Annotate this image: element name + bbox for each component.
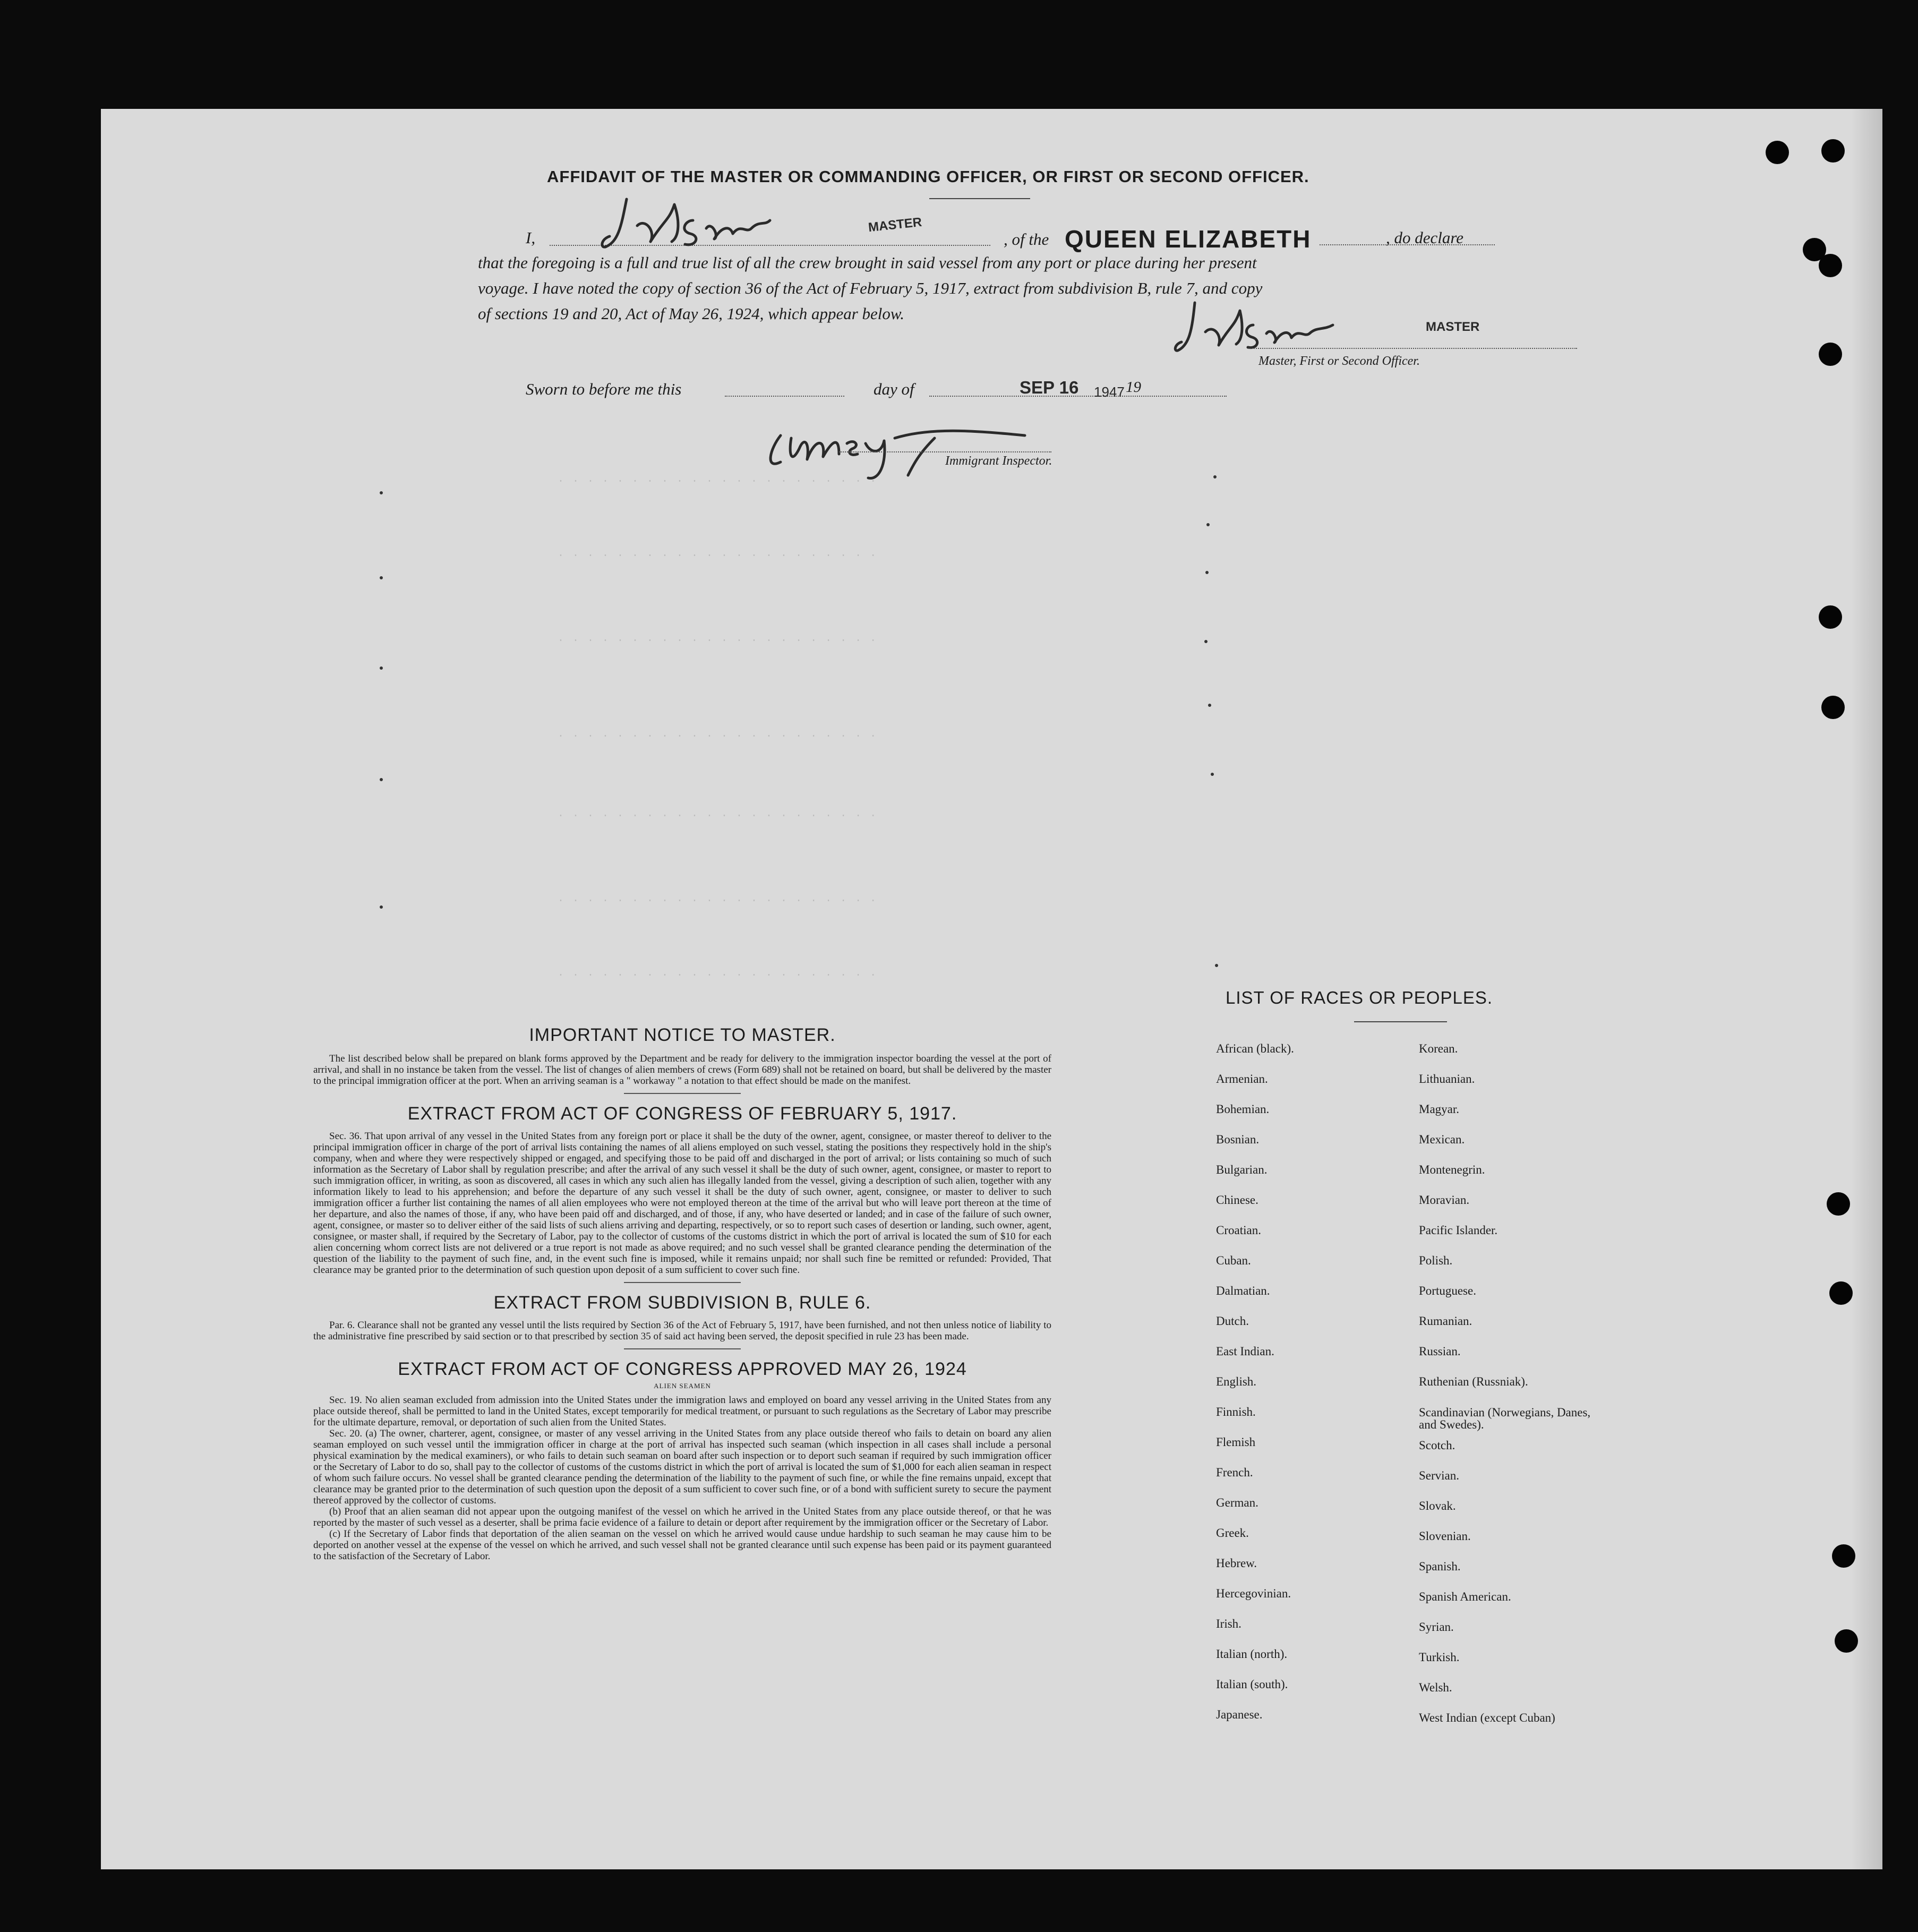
master-stamp-2: MASTER xyxy=(1426,320,1480,334)
race-item: Turkish. xyxy=(1419,1651,1460,1664)
binder-hole xyxy=(1832,1544,1855,1568)
master-signature-2 xyxy=(1174,297,1349,356)
race-item: Dutch. xyxy=(1216,1314,1249,1328)
race-item: Polish. xyxy=(1419,1254,1453,1267)
extract-1924-sec19: Sec. 19. No alien seaman excluded from admission into the United States under the immigration laws and employed on board any vessel arriving in the United States from any place outside thereof, shall be permitted to land in the United States, except temporarily for medical treatment, or pursuant to such regulations as the Secretary of Labor may prescribe for the ultimate departure, removal, or deportation of such alien from the United States. xyxy=(313,1395,1051,1428)
race-item: Welsh. xyxy=(1419,1681,1452,1694)
notice-title: IMPORTANT NOTICE TO MASTER. xyxy=(529,1025,836,1045)
affidavit-line-2: that the foregoing is a full and true list of all the crew brought in said vessel from any port or place during her present xyxy=(478,253,1257,272)
master-stamp-1: MASTER xyxy=(867,215,923,235)
race-item: Italian (south). xyxy=(1216,1678,1288,1691)
printed-year-prefix: 19 xyxy=(1126,379,1141,396)
rule-6-body: Par. 6. Clearance shall not be granted any vessel until the lists required by Section 36 of the Act of February 5, 1917, have been furnished, and not then unless notice of liability to the administrative fine prescribed by said section or to that prescribed by section 35 of said act having been served, the deposit specified in rule 23 has been made. xyxy=(313,1320,1051,1342)
day-of-label: day of xyxy=(874,380,914,398)
race-item: Italian (north). xyxy=(1216,1647,1288,1661)
races-divider xyxy=(1354,1021,1447,1022)
race-item: Bulgarian. xyxy=(1216,1163,1268,1176)
race-item: Magyar. xyxy=(1419,1102,1460,1116)
race-item: East Indian. xyxy=(1216,1345,1274,1358)
race-item: Pacific Islander. xyxy=(1419,1224,1498,1237)
inspector-caption: Immigrant Inspector. xyxy=(945,454,1052,468)
binder-hole xyxy=(1766,141,1789,164)
race-item: French. xyxy=(1216,1466,1253,1479)
date-stamp-day: SEP 16 xyxy=(1020,378,1079,397)
extract-1924-subtitle: ALIEN SEAMEN xyxy=(654,1382,711,1390)
race-item: Bosnian. xyxy=(1216,1133,1260,1146)
extract-1917-title: EXTRACT FROM ACT OF CONGRESS OF FEBRUARY 5, 1917. xyxy=(407,1104,957,1124)
sworn-label: Sworn to before me this xyxy=(526,380,682,398)
race-item: Montenegrin. xyxy=(1419,1163,1485,1176)
race-item: Finnish. xyxy=(1216,1405,1256,1418)
race-item: Russian. xyxy=(1419,1345,1461,1358)
affidavit-i-label: I, xyxy=(526,228,536,247)
binder-hole xyxy=(1819,343,1842,366)
race-item: Croatian. xyxy=(1216,1224,1261,1237)
race-item: African (black). xyxy=(1216,1042,1294,1055)
affidavit-line-4: of sections 19 and 20, Act of May 26, 1924, which appear below. xyxy=(478,304,905,323)
race-item: Armenian. xyxy=(1216,1072,1268,1085)
race-item: Slovak. xyxy=(1419,1499,1456,1512)
affidavit-title: AFFIDAVIT OF THE MASTER OR COMMANDING OFFICER, OR FIRST OR SECOND OFFICER. xyxy=(547,167,1309,186)
extract-1917-body: Sec. 36. That upon arrival of any vessel in the United States from any foreign port or place it shall be the duty of the owner, agent, consignee, or master thereof to deliver to the principal immigration officer in charge of the port of arrival lists containing the names of all aliens employed on such vessel, stating the positions they respectively hold in the ship's company, when and where they were respectively shipped or engaged, and specifying those to be paid off and discharged in the port of arrival; or lists containing so much of such information as the Secretary of Labor shall by regulation prescribe; and after the arrival of any such vessel it shall be the duty of such owner, agent, consignee, or master to report to such immigration officer, in writing, as soon as discovered, all cases in which any such alien has illegally landed from the vessel, giving a description of such alien, together with any information likely to lead to his apprehension; and before the departure of any such vessel it shall be the duty of such owner, agent, consignee, or master to deliver to such immigration officer a further list containing the names of all alien employees who were not employed thereon at the time of the arrival but who will leave port thereon at the time of her departure, and also the names of those, if any, who have been paid off and discharged, and of those, if any, who have deserted or landed; and in case of the failure of such owner, agent, consignee, or master so to deliver either of the said lists of such aliens arriving and departing, respectively, or so to report such cases of desertion or landing, such owner, agent, consignee, or master shall, if required by the Secretary of Labor, pay to the collector of customs of the customs district in which the port of arrival is located the sum of $10 for each alien concerning whom correct lists are not delivered or a true report is not made as above required; and no such vessel shall be granted clearance pending the determination of the question of the liability to the payment of such fine, and, in the event such fine is imposed, while it remains unpaid; nor shall such fine be remitted or refunded: Provided, That clearance may be granted prior to the determination of such question upon deposit of a sum sufficient to cover such fine. xyxy=(313,1131,1051,1276)
date-stamp-year: 1947 xyxy=(1094,384,1125,400)
race-item: Lithuanian. xyxy=(1419,1072,1475,1085)
race-item: Mexican. xyxy=(1419,1133,1465,1146)
race-item: English. xyxy=(1216,1375,1257,1388)
race-item: Servian. xyxy=(1419,1469,1460,1482)
notice-body: The list described below shall be prepared on blank forms approved by the Department and be ready for delivery to the immigration inspector boarding the vessel at the port of arrival, and shall in no instance be taken from the vessel. The list of changes of alien members of crews (Form 689) shall not be retained on board, but shall be delivered by the master to the principal immigration officer at the port. When an arriving seaman is a " workaway " a notation to that effect should be made on the manifest. xyxy=(313,1053,1051,1087)
race-item: Greek. xyxy=(1216,1526,1249,1540)
race-item: Moravian. xyxy=(1419,1193,1470,1207)
race-item: Portuguese. xyxy=(1419,1284,1476,1297)
do-declare-label: , do declare xyxy=(1386,228,1464,247)
race-item: German. xyxy=(1216,1496,1258,1509)
of-the-label: , of the xyxy=(1004,230,1049,249)
ship-name: QUEEN ELIZABETH xyxy=(1065,225,1312,253)
binder-hole xyxy=(1819,605,1842,629)
race-item: West Indian (except Cuban) xyxy=(1419,1711,1555,1724)
binder-hole xyxy=(1827,1192,1850,1216)
inspector-signature xyxy=(759,406,1057,481)
race-item: Slovenian. xyxy=(1419,1529,1471,1543)
race-item: Spanish. xyxy=(1419,1560,1461,1573)
race-item: Hebrew. xyxy=(1216,1557,1257,1570)
extract-1924-sec20b: (b) Proof that an alien seaman did not appear upon the outgoing manifest of the vessel on which he arrived in the United States from any place outside thereof, or that he was reported by the master of such vessel as a deserter, shall be prima facie evidence of a failure to detain or deport after requirement by the immigration officer or the Secretary of Labor. xyxy=(313,1506,1051,1528)
affidavit-line-3: voyage. I have noted the copy of section 36 of the Act of February 5, 1917, extract from subdivision B, rule 7, and copy xyxy=(478,279,1263,297)
binder-hole xyxy=(1835,1629,1858,1653)
title-divider xyxy=(929,198,1030,199)
race-item: Cuban. xyxy=(1216,1254,1251,1267)
rule-6-title: EXTRACT FROM SUBDIVISION B, RULE 6. xyxy=(493,1293,871,1313)
races-right-column xyxy=(1419,1041,1610,1740)
races-title: LIST OF RACES OR PEOPLES. xyxy=(1226,988,1493,1007)
officer-caption: Master, First or Second Officer. xyxy=(1258,354,1420,368)
race-item: Irish. xyxy=(1216,1617,1241,1630)
race-item: Dalmatian. xyxy=(1216,1284,1270,1297)
race-item: Japanese. xyxy=(1216,1708,1263,1721)
race-item: Scotch. xyxy=(1419,1439,1455,1452)
master-signature-1 xyxy=(600,189,791,258)
race-item: Bohemian. xyxy=(1216,1102,1270,1116)
race-item: Spanish American. xyxy=(1419,1590,1511,1603)
binder-hole xyxy=(1829,1281,1853,1305)
race-item: Flemish xyxy=(1216,1435,1256,1449)
race-item: Rumanian. xyxy=(1419,1314,1472,1328)
race-item: Scandinavian (Norwegians, Danes, and Swedes). xyxy=(1419,1406,1591,1431)
race-item: Chinese. xyxy=(1216,1193,1258,1207)
extract-1924-sec20a: Sec. 20. (a) The owner, charterer, agent, consignee, or master of any vessel arriving in the United States from any place outside thereof who fails to detain on board any alien seaman employed on such vessel until the immigration officer in charge at the port of arrival has inspected such seaman (which inspection in all cases shall include a personal physical examination by the medical examiners), or who fails to detain such seaman on board after such inspection or to deport such seaman if required by such immigration officer or the Secretary of Labor to do so, shall pay to the collector of customs of the customs district in which the port of arrival is located the sum of $1,000 for each alien seaman in respect of whom such failure occurs. No vessel shall be granted clearance pending the determination of the liability to the payment of such fine, or while the fine remains unpaid, except that clearance may be granted prior to the determination of such question upon the deposit of a sum sufficient to cover such fine, or of a bond with sufficient surety to secure the payment thereof approved by the collector of customs. xyxy=(313,1428,1051,1506)
binder-hole xyxy=(1821,139,1845,163)
races-left-column xyxy=(1216,1041,1294,1737)
document-sheet: · · · · · · · · · · · · · · · · · · · · · · · · · · · · · · · · · · · · · · · · · · · · · · · · · · · · · · · · · · · · · · · · · · · · · · · · · · · · · · · · · · · · · · · · · · · · · · · · · · · · · · · · · · · · · · · · · · · · · · · · · · · · · · · · · · · · · · · · · · · · · · · · · · · · · · · · · · AFFIDAVIT OF THE MASTER OR COMMANDING OFFICER, OR FIRST OR SECOND OFFICER. I, MASTER , of the QUEEN ELIZABETH , do declare that the foregoing is a full and true list of all the crew brought in said vessel from any port or place during her present voyage. I have noted the copy of section 36 of the Act of February 5, 1917, extract from subdivision B, rule 7, and copy of sections 19 and 20, Act of May 26, 1924, which appear below. MASTER Master, First or Second Officer. Sworn to before me this day of SEP 16 1947 19 Immigrant Inspector. IMPORTANT NOTICE TO MASTER. The list described below shall be prepared on blank forms approved by the Department and be ready for delivery to the immigration inspector boarding the vessel at the port of arrival, and shall in no instance be taken from the vessel. The list of changes of alien members of crews (Form 689) shall not be retained on board, but shall be delivered by the master to the principal immigration officer at the port. When an arriving seaman is a " workaway " a notation to that effect should be made on the manifest. EXTRACT FROM ACT OF CONGRESS OF FEBRUARY 5, 1917. Sec. 36. That upon arrival of any vessel in the United States from any foreign port or place it shall be the duty of the owner, agent, consignee, or master thereof to deliver to the principal immigration officer in charge of the port of arrival lists containing the names of all aliens employed on such vessel, stating the positions they respectively hold in the ship's company, when and where they were respectively shipped or engaged, and specifying those to be paid off and discharged in the port of arrival; or lists containing so much of such information as the Secretary of Labor shall by regulation prescribe; and after the arrival of any such vessel it shall be the duty of such owner, agent, consignee, or master to report to such immigration officer, in writing, as soon as discovered, all cases in which any such alien has illegally landed from the vessel, giving a description of such alien, together with any information likely to lead to his apprehension; and before the departure of any such vessel it shall be the duty of such owner, agent, consignee, or master to deliver to such immigration officer a further list containing the names of all alien employees who were not employed thereon at the time of the arrival but who will leave port thereon at the time of her departure, and also the names of those, if any, who have been paid off and discharged, and of those, if any, who have deserted or landed; and in case of the failure of such owner, agent, consignee, or master so to deliver either of the said lists of such aliens arriving and departing, respectively, or so to report such cases of desertion or landing, such owner, agent, consignee, or master shall, if required by the Secretary of Labor, pay to the collector of customs of the customs district in which the port of arrival is located the sum of $10 for each alien concerning whom correct lists are not delivered or a true report is not made as above required; and no such vessel shall be granted clearance pending the determination of the question of the liability to the payment of such fine, and, in the event such fine is imposed, while it remains unpaid; nor shall such fine be remitted or refunded: Provided, That clearance may be granted prior to the determination of such question upon deposit of a sum sufficient to cover such fine. EXTRACT FROM SUBDIVISION B, RULE 6. Par. 6. Clearance shall not be granted any vessel until the lists required by Section 36 of the Act of February 5, 1917, have been furnished, and not then unless notice of liability to the administrative fine prescribed by said section or to that prescribed by section 35 of said act having been served, the deposit specified in rule 23 has been made. EXTRACT FROM ACT OF CONGRESS APPROVED MAY 26, 1924 ALIEN SEAMEN Sec. 19. No alien seaman excluded from admission into the United States under the immigration laws and employed on board any vessel arriving in the United States from any place outside thereof, shall be permitted to land in the United States, except temporarily for medical treatment, or pursuant to such regulations as the Secretary of Labor may prescribe for the ultimate departure, removal, or deportation of such alien from the United States. Sec. 20. (a) The owner, charterer, agent, consignee, or master of any vessel arriving in the United States from any place outside thereof who fails to detain on board any alien seaman employed on such vessel until the immigration officer in charge at the port of arrival has inspected such seaman (which inspection in all cases shall include a personal physical examination by the medical examiners), or who fails to detain such seaman on board after such inspection or to deport such seaman if required by such immigration officer or the Secretary of Labor to do so, shall pay to the collector of customs of the customs district in which the port of arrival is located the sum of $1,000 for each alien seaman in respect of whom such failure occurs. No vessel shall be granted clearance pending the determination of the liability to the payment of such fine, or while the fine remains unpaid, except that clearance may be granted prior to the determination of such question upon the deposit of a sum sufficient to cover such fine, or of a bond with sufficient surety to secure the payment thereof approved by the collector of customs. (b) Proof that an alien seaman did not appear upon the outgoing manifest of the vessel on which he arrived in the United States from any place outside thereof, or that he was reported by the master of such vessel as a deserter, shall be prima facie evidence of a failure to detain or deport after requirement by the immigration officer or the Secretary of Labor. (c) If the Secretary of Labor finds that deportation of the alien seaman on the vessel on which he arrived would cause undue hardship to such seaman he may cause him to be deported on another vessel at the expense of the vessel on which he arrived, and such vessel shall not be granted clearance until such expense has been paid or its payment guaranteed to the satisfaction of the Secretary of Labor. LIST OF RACES OR PEOPLES. African (black). Armenian. Bohemian. Bosnian. Bulgarian. Chinese. Croatian. Cuban. Dalmatian. Dutch. East Indian. English. Finnish. Flemish French. German. Greek. Hebrew. Hercegovinian. Irish. Italian (north). Italian (south). Japanese. Korean. Lithuanian. Magyar. Mexican. Montenegrin. Moravian. Pacific Islander. Polish. Portuguese. Rumanian. Russian. Ruthenian (Russniak). Scandinavian (Norwegians, Danes, and Swedes). Scotch. Servian. Slovak. Slovenian. Spanish. Spanish American. Syrian. Turkish. Welsh. West Indian (except Cuban) xyxy=(101,109,1882,1869)
extract-1924-sec20c: (c) If the Secretary of Labor finds that deportation of the alien seaman on the vessel on which he arrived would cause undue hardship to such seaman he may cause him to be deported on another vessel at the expense of the vessel on which he arrived, and such vessel shall not be granted clearance until such expense has been paid or its payment guaranteed to the satisfaction of the Secretary of Labor. xyxy=(313,1528,1051,1562)
binder-hole xyxy=(1821,696,1845,719)
race-item: Korean. xyxy=(1419,1042,1458,1055)
extract-1924-title: EXTRACT FROM ACT OF CONGRESS APPROVED MAY 26, 1924 xyxy=(398,1359,967,1379)
race-item: Syrian. xyxy=(1419,1620,1454,1634)
binder-hole xyxy=(1819,254,1842,277)
race-item: Hercegovinian. xyxy=(1216,1587,1291,1600)
race-item: Ruthenian (Russniak). xyxy=(1419,1375,1528,1388)
